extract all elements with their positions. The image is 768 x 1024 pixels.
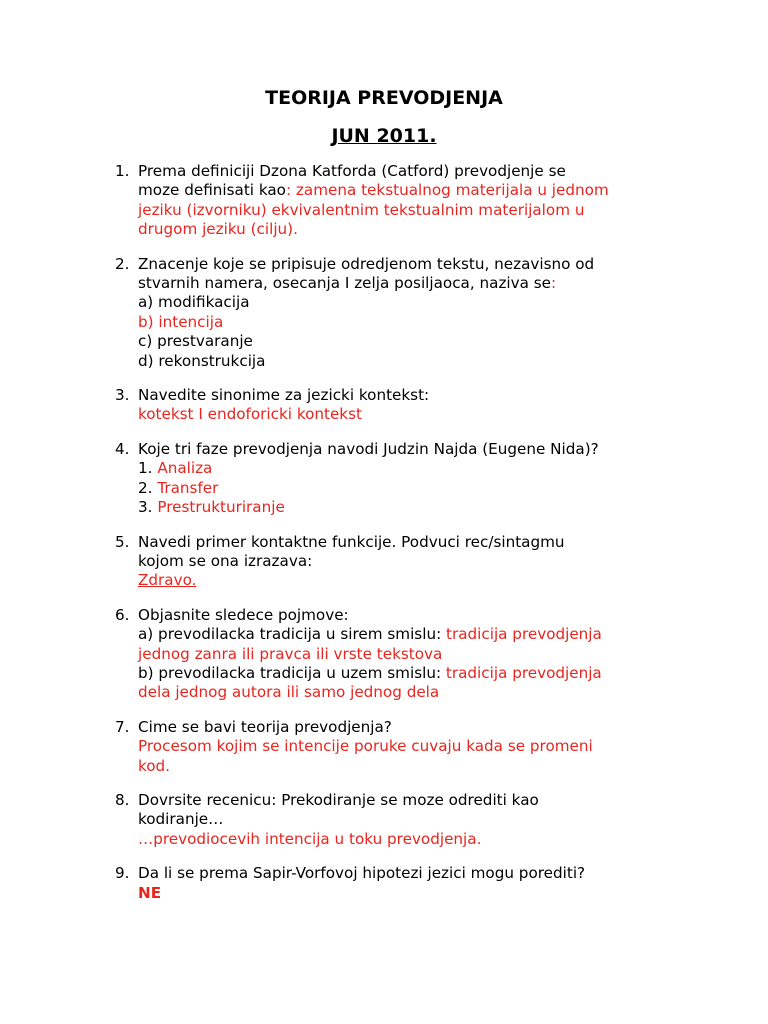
question-7 xyxy=(115,718,755,776)
answer-text: …prevodiocevih intencija u toku prevodjenja. xyxy=(138,829,482,848)
question-9 xyxy=(115,864,755,903)
question-number: 7. xyxy=(115,717,130,736)
question-number: 9. xyxy=(115,864,130,883)
subquestion-text: b) prevodilacka tradicija u uzem smislu: xyxy=(138,663,446,682)
phase-item xyxy=(138,479,755,498)
question-6 xyxy=(115,606,755,703)
answer-line xyxy=(138,571,755,590)
option-c: c) prestvaranje xyxy=(138,332,253,351)
question-text: Da li se prema Sapir-Vorfovoj hipotezi jezici mogu porediti? xyxy=(138,864,586,883)
answer-text: Zdravo. xyxy=(138,571,197,590)
answer-text: tradicija prevodjenja xyxy=(446,625,602,644)
subquestion-a xyxy=(138,625,755,644)
question-text: Znacenje koje se pripisuje odredjenom tekstu, nezavisno od xyxy=(138,254,595,273)
question-5 xyxy=(115,533,755,591)
option-b-correct: b) intencija xyxy=(138,312,224,331)
phase-number: 2. xyxy=(138,478,158,497)
question-text: moze definisati kao xyxy=(138,181,286,200)
answer-text: : zamena tekstualnog materijala u jednom xyxy=(285,181,609,200)
question-number: 1. xyxy=(115,162,130,180)
answer-text: NE xyxy=(138,883,162,902)
question-text: Objasnite sledece pojmove: xyxy=(138,605,349,624)
question-text: Cime se bavi teorija prevodjenja? xyxy=(138,717,392,736)
question-text-line xyxy=(138,274,755,293)
question-text: Dovrsite recenicu: Prekodiranje se moze odrediti kao xyxy=(138,790,539,809)
question-text: Koje tri faze prevodjenja navodi Judzin Najda (Eugene Nida)? xyxy=(138,439,599,458)
question-text: Navedite sinonime za jezicki kontekst: xyxy=(138,386,430,405)
question-text: Prema definiciji Dzona Katforda (Catford) prevodjenje se xyxy=(138,162,566,180)
answer-colon: : xyxy=(551,274,557,293)
question-text-line xyxy=(138,181,755,200)
question-text: Navedi primer kontaktne funkcije. Podvuci rec/sintagmu xyxy=(138,532,565,551)
phase-number: 3. xyxy=(138,498,158,517)
question-number: 2. xyxy=(115,254,130,273)
phase-number: 1. xyxy=(138,459,158,478)
question-text: kojom se ona izrazava: xyxy=(138,551,313,570)
question-2 xyxy=(115,255,755,371)
answer-text: tradicija prevodjenja xyxy=(445,663,602,682)
phase-answer: Prestrukturiranje xyxy=(157,498,285,517)
answer-text: kod. xyxy=(138,756,171,775)
question-text: kodiranje… xyxy=(138,810,224,829)
question-number: 3. xyxy=(115,386,130,405)
question-text: stvarnih namera, osecanja I zelja posiljaoca, naziva se xyxy=(138,274,552,293)
question-number: 5. xyxy=(115,532,130,551)
document-date: JUN 2011. xyxy=(331,125,437,147)
question-1 xyxy=(115,162,755,240)
answer-text: kotekst I endoforicki kontekst xyxy=(138,405,362,424)
question-number: 8. xyxy=(115,790,130,809)
answer-text: drugom jeziku (cilju). xyxy=(138,220,298,239)
option-d: d) rekonstrukcija xyxy=(138,351,266,370)
phase-item xyxy=(138,498,755,517)
question-4 xyxy=(115,440,755,518)
question-number: 6. xyxy=(115,605,130,624)
option-a: a) modifikacija xyxy=(138,293,250,312)
question-3 xyxy=(115,386,755,425)
question-8 xyxy=(115,791,755,849)
question-list xyxy=(115,162,755,918)
answer-text: dela jednog autora ili samo jednog dela xyxy=(138,683,440,702)
answer-text: Procesom kojim se intencije poruke cuvaju kada se promeni xyxy=(138,737,593,756)
answer-text: jednog zanra ili pravca ili vrste tekstova xyxy=(138,644,443,663)
phase-answer: Transfer xyxy=(157,478,219,497)
document-title: TEORIJA PREVODJENJA xyxy=(265,87,503,109)
phase-answer: Analiza xyxy=(157,459,213,478)
phase-item xyxy=(138,459,755,478)
answer-text: jeziku (izvorniku) ekvivalentnim tekstualnim materijalom u xyxy=(138,200,585,219)
subquestion-text: a) prevodilacka tradicija u sirem smislu: xyxy=(138,625,447,644)
question-number: 4. xyxy=(115,439,130,458)
subquestion-b xyxy=(138,664,755,683)
